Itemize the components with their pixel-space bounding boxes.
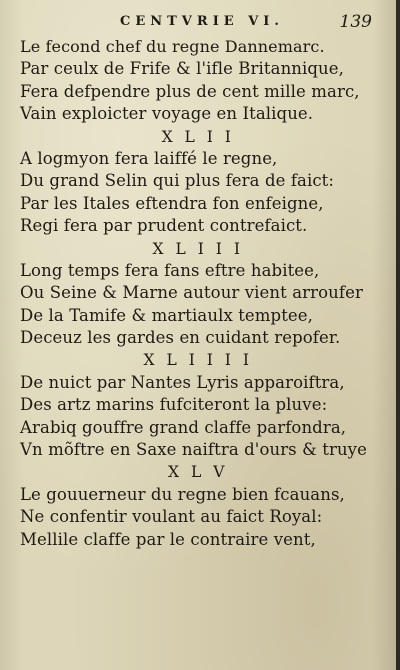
verse-line: Fera defpendre plus de cent mille marc, — [20, 81, 360, 101]
page-number: 139 — [339, 12, 372, 32]
verse-line: Ou Seine & Marne autour vient arroufer — [20, 283, 363, 303]
quatrain-number: X L I I I — [152, 239, 244, 258]
verse-line: De la Tamife & martiaulx temptee, — [20, 305, 314, 325]
text-block — [0, 36, 396, 551]
verse-line: Long temps fera fans eftre habitee, — [20, 260, 320, 280]
verse-line: Regi fera par prudent contrefaict. — [20, 216, 308, 236]
verse-line: Par ceulx de Frife & l'ifle Britannique, — [20, 59, 344, 79]
verse-line: A logmyon fera laiffé le regne, — [20, 148, 278, 168]
verse-line: De nuict par Nantes Lyris apparoiftra, — [20, 372, 345, 392]
quatrain-number: X L I I — [161, 127, 235, 146]
verse-line: Du grand Selin qui plus fera de faict: — [20, 171, 335, 191]
verse-line: Des artz marins fufciteront la pluve: — [20, 395, 328, 415]
quatrain-number: X L V — [168, 463, 228, 482]
verse-line: Vain exploicter voyage en Italique. — [20, 104, 314, 124]
verse-line: Ne confentir voulant au faict Royal: — [20, 507, 323, 527]
page-header — [0, 14, 396, 36]
verse-line: Par les Itales eftendra fon enfeigne, — [20, 193, 324, 213]
quatrain-number: X L I I I I — [143, 351, 253, 370]
page-edge-shadow — [396, 0, 400, 670]
verse-line: Arabiq gouffre grand claffe parfondra, — [20, 417, 347, 437]
verse-line: Le fecond chef du regne Dannemarc. — [20, 37, 325, 56]
verse-line: Mellile claffe par le contraire vent, — [20, 529, 316, 549]
verse-line: Vn mõftre en Saxe naiftra d'ours & truye — [20, 440, 367, 460]
verse-line: Le gouuerneur du regne bien fcauans, — [20, 484, 345, 504]
running-head: CENTVRIE VI. — [120, 14, 284, 29]
verse-line: Deceuz les gardes en cuidant repofer. — [20, 328, 341, 348]
